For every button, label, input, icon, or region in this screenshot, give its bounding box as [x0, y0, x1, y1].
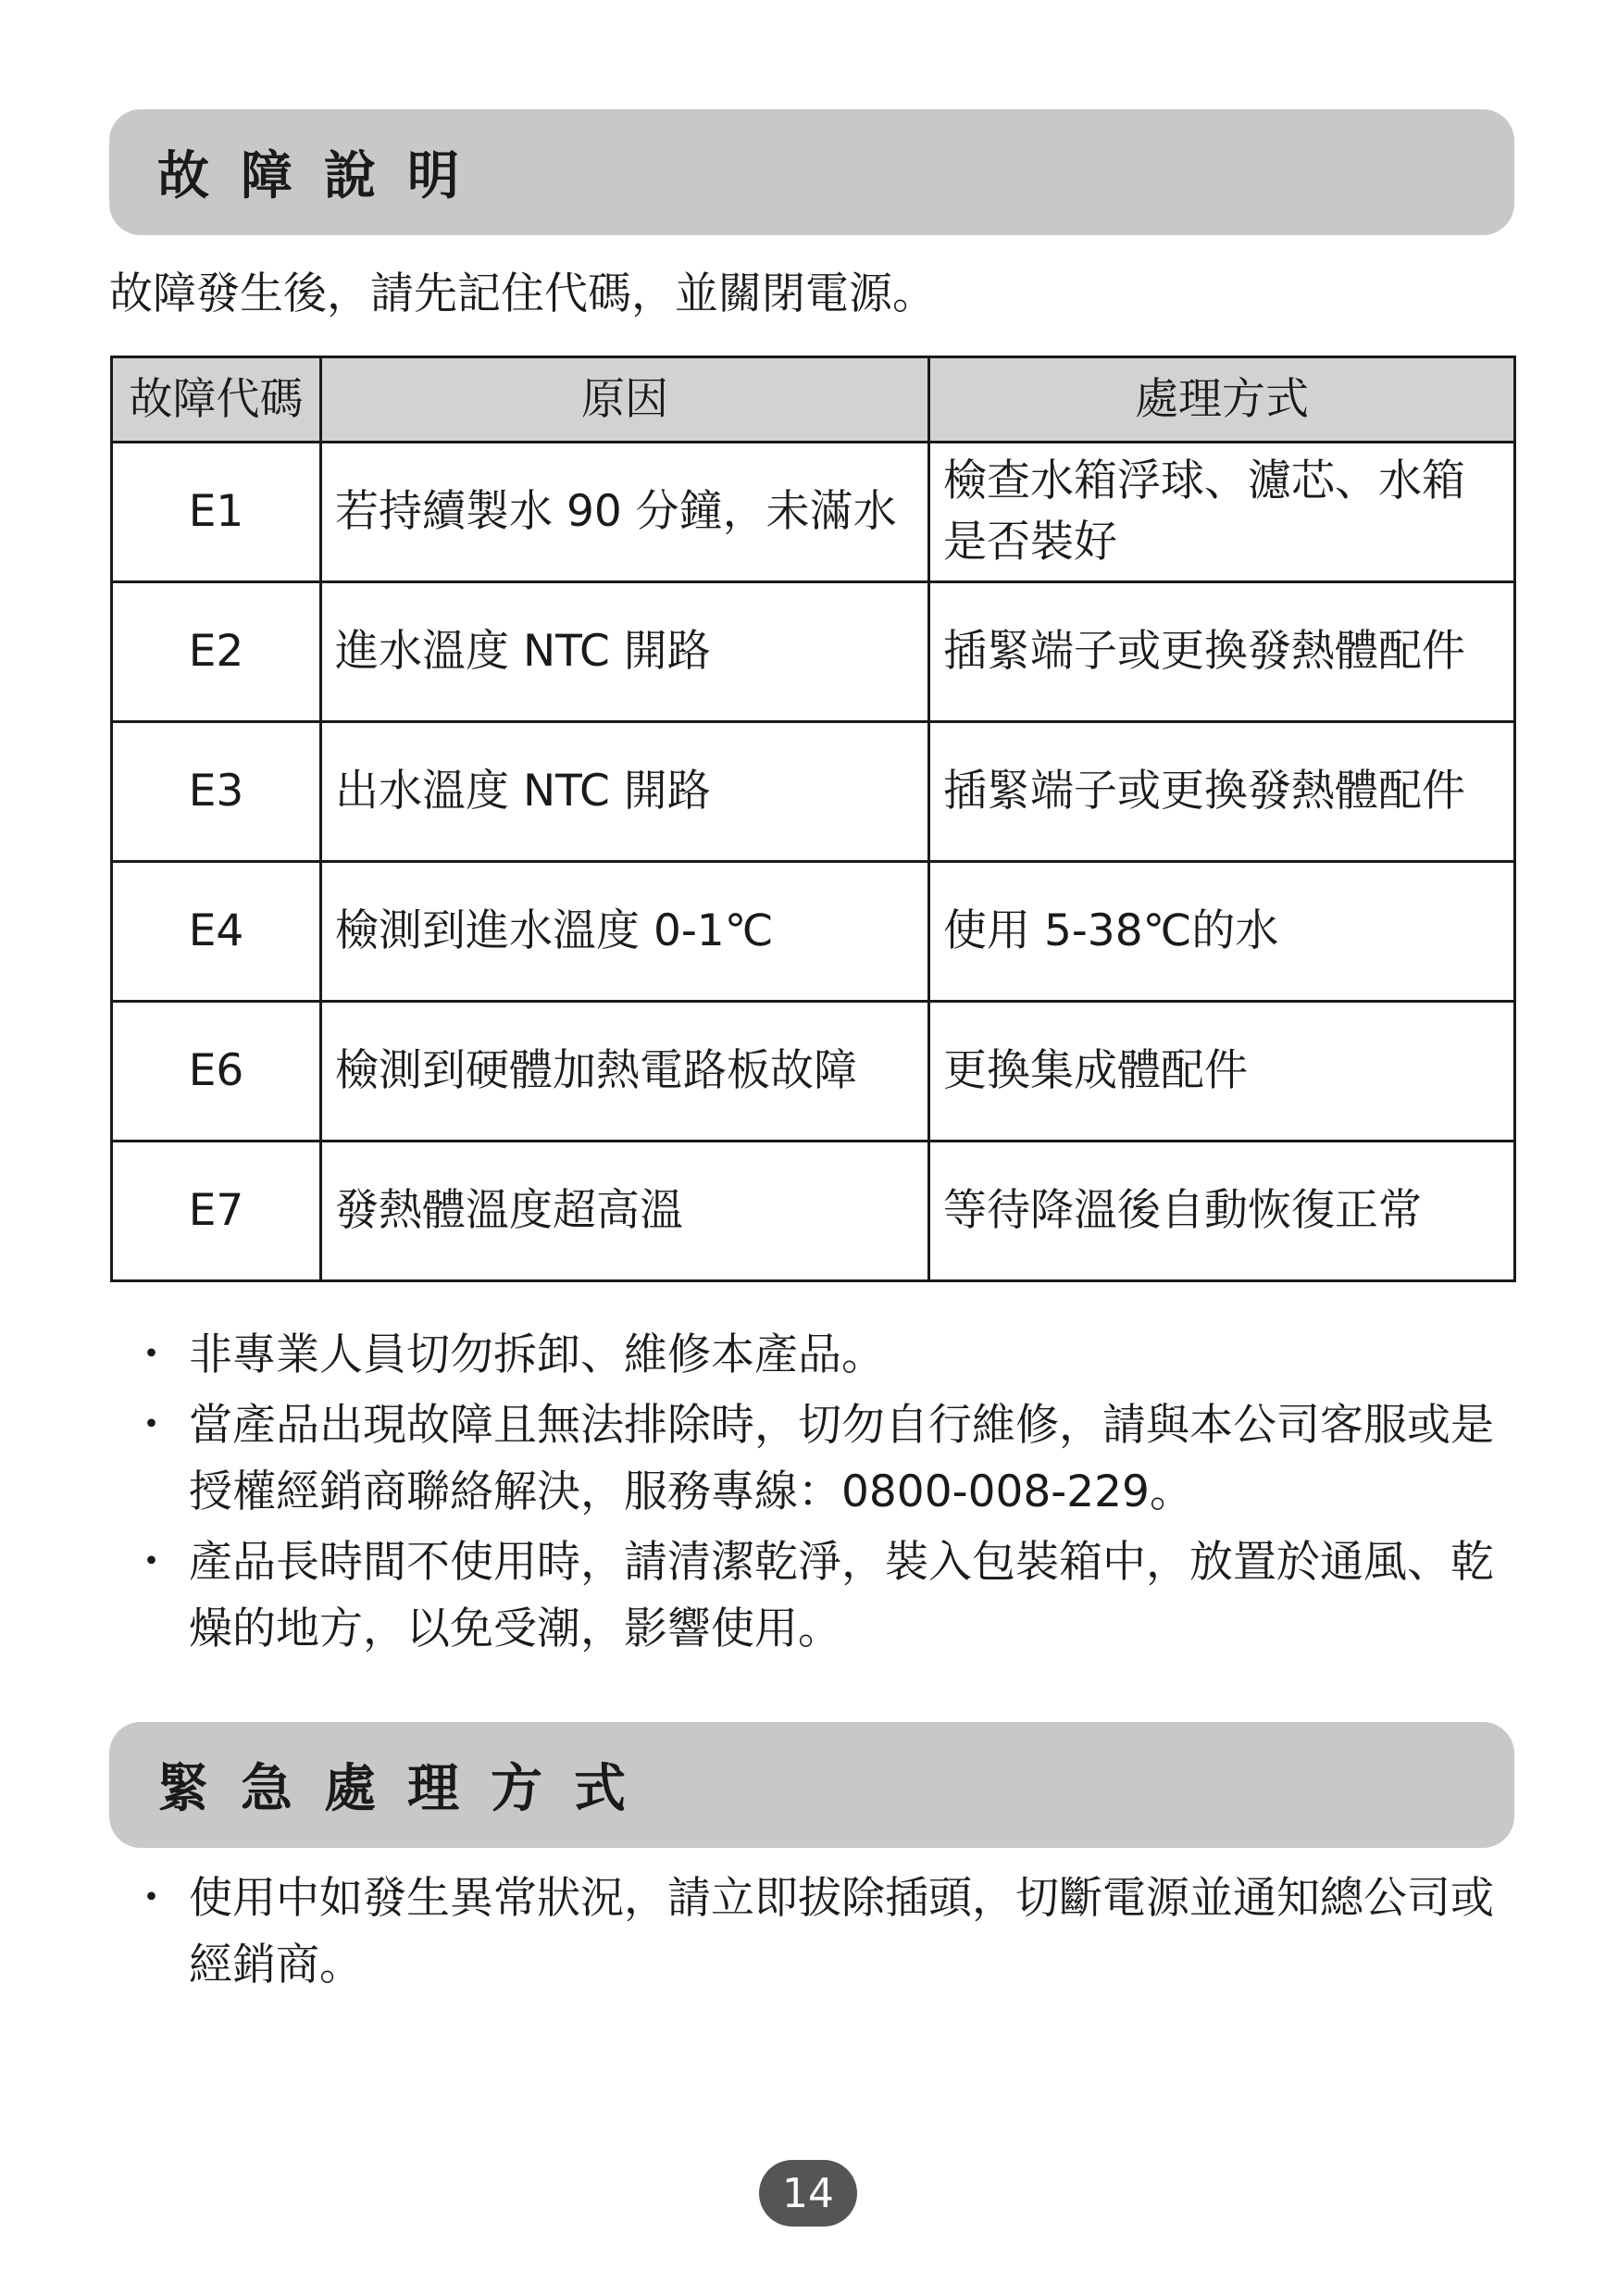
- error-cause: 出水溫度 NTC 開路: [321, 722, 929, 862]
- list-item: [130, 1322, 1527, 1389]
- table-row: [112, 722, 1515, 862]
- error-action: 插緊端子或更換發熱體配件: [929, 582, 1515, 722]
- note-text: 使用中如發生異常狀況，請立即拔除插頭，切斷電源並通知總公司或經銷商。: [189, 1873, 1494, 1990]
- error-action: 等待降溫後自動恢復正常: [929, 1142, 1515, 1281]
- table-row: [112, 1142, 1515, 1281]
- list-item: [130, 1866, 1527, 1999]
- table-row: [112, 582, 1515, 722]
- bullet-marker: ・: [130, 1537, 173, 1588]
- error-action: 檢查水箱浮球、濾芯、水箱是否裝好: [929, 443, 1515, 582]
- page-number: 14: [782, 2169, 834, 2217]
- column-header-code: 故障代碼: [112, 357, 321, 443]
- note-text: 產品長時間不使用時，請清潔乾淨，裝入包裝箱中，放置於通風、乾燥的地方，以免受潮，影響使用。: [189, 1537, 1494, 1654]
- table-row: [112, 443, 1515, 582]
- emergency-notes-list: [130, 1866, 1527, 2003]
- error-code: E1: [112, 443, 321, 582]
- error-code: E6: [112, 1002, 321, 1142]
- list-item: [130, 1392, 1527, 1526]
- error-cause: 檢測到硬體加熱電路板故障: [321, 1002, 929, 1142]
- note-text: 非專業人員切勿拆卸、維修本產品。: [189, 1329, 885, 1380]
- section-title-emergency: 緊急處理方式: [157, 1759, 657, 1819]
- notes-list: [130, 1322, 1527, 1666]
- error-code: E4: [112, 862, 321, 1002]
- table-header-row: [112, 357, 1515, 443]
- bullet-marker: ・: [130, 1873, 173, 1924]
- column-header-cause: 原因: [321, 357, 929, 443]
- section-header-fault: [109, 109, 1514, 235]
- bullet-marker: ・: [130, 1400, 173, 1451]
- error-action: 插緊端子或更換發熱體配件: [929, 722, 1515, 862]
- error-code: E3: [112, 722, 321, 862]
- page-number-badge: [759, 2160, 857, 2227]
- section-header-emergency: [109, 1722, 1514, 1848]
- error-action: 更換集成體配件: [929, 1002, 1515, 1142]
- error-cause: 若持續製水 90 分鐘，未滿水: [321, 443, 929, 582]
- error-action: 使用 5-38℃的水: [929, 862, 1515, 1002]
- list-item: [130, 1529, 1527, 1663]
- section-title-fault: 故障說明: [157, 146, 491, 206]
- column-header-action: 處理方式: [929, 357, 1515, 443]
- table-row: [112, 1002, 1515, 1142]
- note-text: 當產品出現故障且無法排除時，切勿自行維修，請與本公司客服或是授權經銷商聯絡解決，服務專線：0800-008-229。: [189, 1400, 1494, 1517]
- intro-text: 故障發生後，請先記住代碼，並關閉電源。: [109, 268, 936, 319]
- error-cause: 發熱體溫度超高溫: [321, 1142, 929, 1281]
- error-code-table: [110, 356, 1516, 1282]
- error-cause: 進水溫度 NTC 開路: [321, 582, 929, 722]
- error-cause: 檢測到進水溫度 0-1℃: [321, 862, 929, 1002]
- table-row: [112, 862, 1515, 1002]
- error-code: E7: [112, 1142, 321, 1281]
- error-code: E2: [112, 582, 321, 722]
- bullet-marker: ・: [130, 1329, 173, 1380]
